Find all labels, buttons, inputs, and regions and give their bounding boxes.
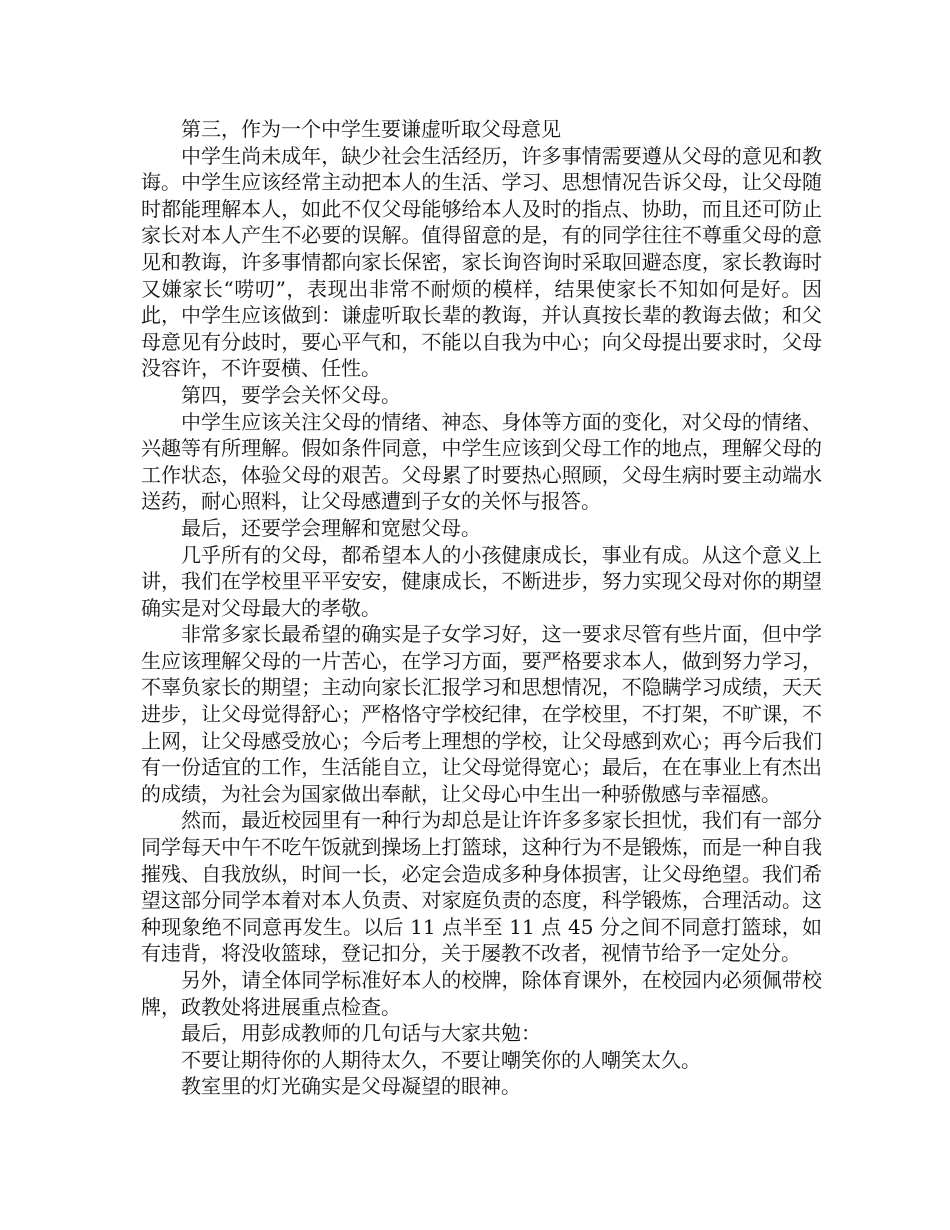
paragraph: 最后，用彭成教师的几句话与大家共勉：	[181, 1021, 541, 1046]
paragraph-heading-third: 第三，作为一个中学生要谦虚听取父母意见	[181, 117, 561, 141]
paragraph: 然而，最近校园里有一种行为却总是让许许多多家长担忧，我们有一部分同学每天中午不吃午饭就到操场上打篮球，这种行为不是锻炼，而是一种自我摧残、自我放纵，时间一长，必定会造成多种身体损害，让父母绝望。我们希望这部分同学本着对本人负责、对家庭负责的态度，科学锻炼，合理活动。这种现象绝不同意再发生。以后 11 点半至 11 点 45 分之间不同意打篮球，如有违背，将没收篮球，登记扣分，关于屡教不改者，视情节给予一定处分。	[141, 808, 822, 966]
paragraph: 非常多家长最希望的确实是子女学习好，这一要求尽管有些片面，但中学生应该理解父母的一片苦心，在学习方面，要严格要求本人，做到努力学习，不辜负家长的期望；主动向家长汇报学习和思想情况，不隐瞒学习成绩，天天进步，让父母觉得舒心；严格恪守学校纪律，在学校里，不打架，不旷课，不上网，让父母感受放心；今后考上理想的学校，让父母感到欢心；再今后我们有一份适宜的工作，生活能自立，让父母觉得宽心；最后，在在事业上有杰出的成绩，为社会为国家做出奉献，让父母心中生出一种骄傲感与幸福感。	[141, 622, 822, 806]
paragraph: 中学生尚未成年，缺少社会生活经历，许多事情需要遵从父母的意见和教诲。中学生应该经常主动把本人的生活、学习、思想情况告诉父母，让父母随时都能理解本人，如此不仅父母能够给本人及时的指点、协助，而且还可防止家长对本人产生不必要的误解。值得留意的是，有的同学往往不尊重父母的意见和教诲，许多事情都向家长保密，家长询咨询时采取回避态度，家长教诲时又嫌家长“唠叨”，表现出非常不耐烦的模样，结果使家长不知如何是好。因此，中学生应该做到：谦虚听取长辈的教诲，并认真按长辈的教诲去做；和父母意见有分歧时，要心平气和，不能以自我为中心；向父母提出要求时，父母没容许，不许耍横、任性。	[141, 143, 822, 381]
paragraph-heading-finally: 最后，还要学会理解和宽慰父母。	[181, 515, 481, 540]
document-body	[141, 116, 822, 1100]
quote-line: 教室里的灯光确实是父母凝望的眼神。	[181, 1074, 521, 1099]
paragraph: 另外，请全体同学标准好本人的校牌，除体育课外，在校园内必须佩带校牌，政教处将进展重点检查。	[141, 968, 822, 1019]
paragraph: 几乎所有的父母，都希望本人的小孩健康成长，事业有成。从这个意义上讲，我们在学校里平平安安，健康成长，不断进步，努力实现父母对你的期望确实是对父母最大的孝敬。	[141, 542, 822, 620]
paragraph-heading-fourth: 第四，要学会关怀父母。	[181, 382, 401, 407]
paragraph: 中学生应该关注父母的情绪、神态、身体等方面的变化，对父母的情绪、兴趣等有所理解。假如条件同意，中学生应该到父母工作的地点，理解父母的工作状态，体验父母的艰苦。父母累了时要热心照顾，父母生病时要主动端水送药，耐心照料，让父母感遭到子女的关怀与报答。	[141, 409, 822, 514]
quote-line: 不要让期待你的人期待太久，不要让嘲笑你的人嘲笑太久。	[181, 1047, 701, 1072]
